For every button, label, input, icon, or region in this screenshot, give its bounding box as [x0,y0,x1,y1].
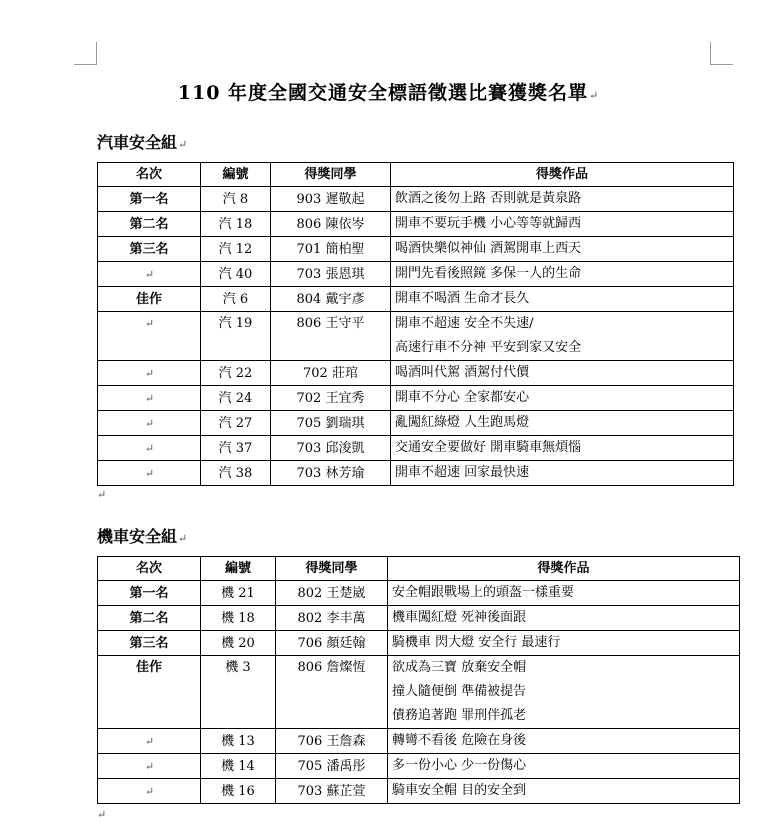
header-rank: 名次 [98,163,201,187]
slogan-line: 喝酒叫代駕 酒駕付代價 [395,365,530,380]
paragraph-mark: ↵ [144,317,155,330]
motor-section-heading: 機車安全組↵ [97,527,188,546]
page-title: 110 年度全國交通安全標語徵選比賽獲獎名單↵ [177,82,600,104]
code-cell: 汽 37 [201,436,271,461]
paragraph-mark: ↵ [144,416,155,430]
paragraph-mark: ↵ [97,488,107,501]
code-cell: 汽 27 [201,411,271,436]
code-cell: 機 13 [201,729,276,754]
work-cell [391,262,734,287]
paragraph-mark: ↵ [97,808,107,821]
rank-cell [98,754,201,779]
rank-cell: 第一名 [98,581,201,606]
rank-cell [98,779,201,804]
student-cell: 806 陳依岑 [271,212,391,237]
rank-cell: 第二名 [98,212,201,237]
code-cell: 機 14 [201,754,276,779]
student-cell: 806 詹燦恆 [276,656,388,729]
table-row [98,631,740,656]
header-student: 得獎同學 [271,163,391,187]
table-row [98,436,734,461]
crop-mark-top-right [710,42,733,65]
code-cell: 機 18 [201,606,276,631]
student-cell: 703 蘇芷萱 [276,779,388,804]
slogan-line: 多一份小心 少一份傷心 [392,758,527,773]
rank-cell: 第二名 [98,606,201,631]
student-cell: 706 王詹森 [276,729,388,754]
car-section-heading: 汽車安全組↵ [97,133,188,152]
paragraph-mark: ↵ [144,366,155,380]
student-cell: 804 戴宇彥 [271,287,391,312]
work-cell [388,754,740,779]
rank-cell [98,386,201,411]
paragraph-mark: ↵ [144,441,155,455]
table-row [98,312,734,361]
rank-cell: 佳作 [98,656,201,729]
table-row [98,212,734,237]
code-cell: 汽 38 [201,461,271,486]
table-row [98,656,740,729]
header-code: 編號 [201,557,276,581]
table-row [98,581,740,606]
code-cell: 機 3 [201,656,276,729]
header-rank: 名次 [98,557,201,581]
code-cell: 機 16 [201,779,276,804]
code-cell: 汽 19 [201,312,271,361]
table-row [98,779,740,804]
rank-cell: 佳作 [98,287,201,312]
slogan-line: 騎機車 閃大燈 安全行 最速行 [392,635,561,650]
slogan-line: 交通安全要做好 開車騎車無煩惱 [395,440,582,455]
header-work: 得獎作品 [391,163,734,187]
table-row [98,461,734,486]
table-row [98,386,734,411]
rank-cell [98,312,201,361]
slogan-line: 開車不喝酒 生命才長久 [395,291,530,306]
paragraph-mark: ↵ [144,734,155,748]
work-cell [388,631,740,656]
work-cell [391,237,734,262]
student-cell: 705 潘禹彤 [276,754,388,779]
work-cell [391,411,734,436]
slogan-line: 轉彎不看後 危險在身後 [392,733,527,748]
slogan-line: 高速行車不分神 平安到家又安全 [395,340,582,355]
paragraph-mark: ↵ [144,784,155,798]
header-student: 得獎同學 [276,557,388,581]
slogan-line: 債務追著跑 罪刑伴孤老 [392,708,527,723]
work-cell [388,779,740,804]
code-cell: 汽 12 [201,237,271,262]
student-cell: 802 王楚崴 [276,581,388,606]
header-code: 編號 [201,163,271,187]
code-cell: 汽 18 [201,212,271,237]
work-cell [391,386,734,411]
rank-cell [98,411,201,436]
table-row [98,361,734,386]
code-cell: 汽 6 [201,287,271,312]
code-cell: 汽 24 [201,386,271,411]
work-cell [391,187,734,212]
rank-cell [98,436,201,461]
rank-cell: 第三名 [98,631,201,656]
student-cell: 703 張恩琪 [271,262,391,287]
work-cell [391,287,734,312]
slogan-line: 欲成為三寶 放棄安全帽 [392,660,527,675]
code-cell: 汽 8 [201,187,271,212]
slogan-line: 撞人隨便倒 準備被提告 [392,684,527,699]
table-row [98,187,734,212]
work-cell [388,729,740,754]
code-cell: 機 21 [201,581,276,606]
student-cell: 702 莊琯 [271,361,391,386]
slogan-line: 開車不要玩手機 小心等等就歸西 [395,216,582,231]
rank-cell [98,729,201,754]
crop-mark-top-left [74,42,97,65]
rank-cell: 第三名 [98,237,201,262]
rank-cell [98,361,201,386]
student-cell: 802 李丰萬 [276,606,388,631]
header-work: 得獎作品 [388,557,740,581]
slogan-line: 開車不分心 全家都安心 [395,390,530,405]
rank-cell [98,461,201,486]
motor-award-table [97,556,740,804]
table-row [98,262,734,287]
student-cell: 703 林芳瑜 [271,461,391,486]
student-cell: 701 簡柏聖 [271,237,391,262]
slogan-line: 開門先看後照鏡 多保一人的生命 [395,266,582,281]
slogan-line: 喝酒快樂似神仙 酒駕開車上西天 [395,241,582,256]
code-cell: 機 20 [201,631,276,656]
slogan-line: 安全帽跟戰場上的頭盔一樣重要 [392,585,575,600]
work-cell [388,606,740,631]
table-row [98,287,734,312]
rank-cell: 第一名 [98,187,201,212]
student-cell: 702 王宜秀 [271,386,391,411]
student-cell: 903 遲敬起 [271,187,391,212]
slogan-line: 機車闖紅燈 死神後面跟 [392,610,527,625]
paragraph-mark: ↵ [144,391,155,405]
student-cell: 703 邱浚凱 [271,436,391,461]
car-award-table [97,162,734,486]
work-cell [388,656,740,729]
student-cell: 706 顏廷翰 [276,631,388,656]
slogan-line: 開車不超速 安全不失速/ [395,316,534,331]
table-header-row [98,163,734,187]
student-cell: 705 劉瑞琪 [271,411,391,436]
work-cell [391,436,734,461]
table-row [98,754,740,779]
work-cell [391,312,734,361]
work-cell [391,461,734,486]
work-cell [391,361,734,386]
student-cell: 806 王守平 [271,312,391,361]
code-cell: 汽 22 [201,361,271,386]
rank-cell [98,262,201,287]
work-cell [391,212,734,237]
paragraph-mark: ↵ [144,267,155,281]
table-row [98,411,734,436]
table-header-row [98,557,740,581]
table-row [98,729,740,754]
table-row [98,237,734,262]
table-row [98,606,740,631]
code-cell: 汽 40 [201,262,271,287]
work-cell [388,581,740,606]
paragraph-mark: ↵ [144,759,155,773]
slogan-line: 飲酒之後勿上路 否則就是黃泉路 [395,191,582,206]
paragraph-mark: ↵ [144,466,155,480]
slogan-line: 騎車安全帽 目的安全到 [392,783,527,798]
slogan-line: 亂闖紅綠燈 人生跑馬燈 [395,415,530,430]
slogan-line: 開車不超速 回家最快速 [395,465,530,480]
